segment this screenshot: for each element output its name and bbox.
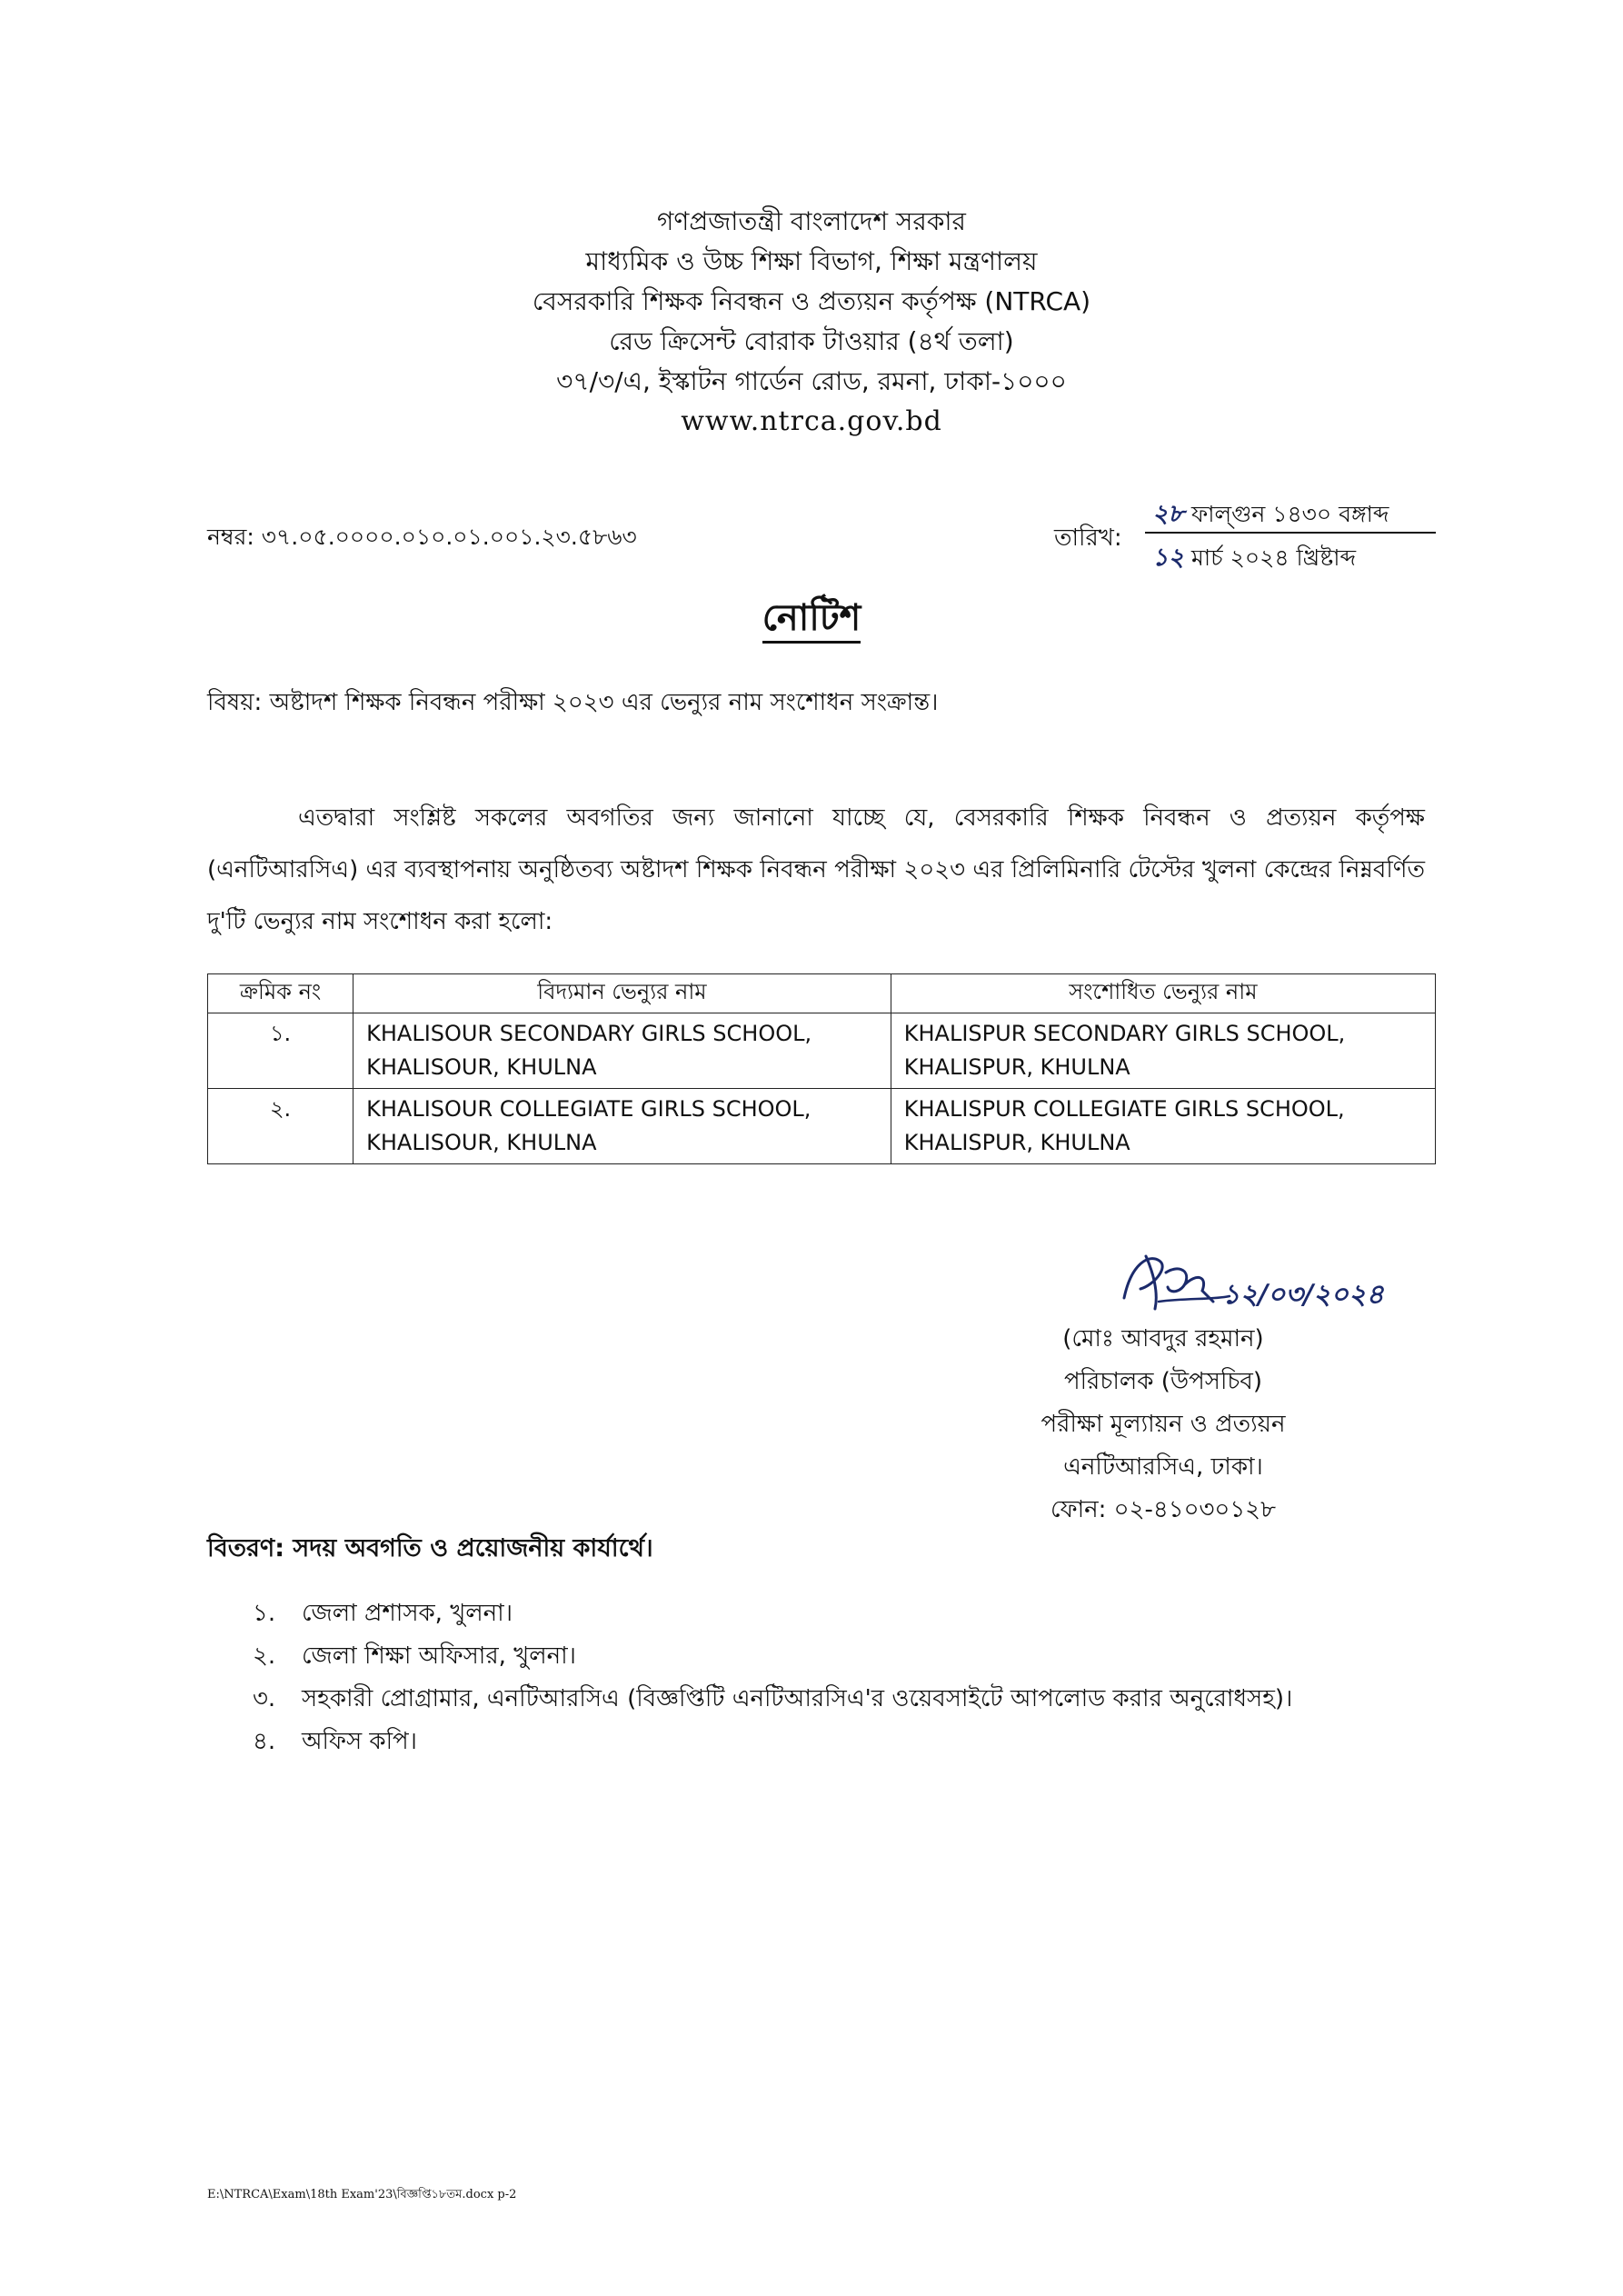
date-label: তারিখ: [1054, 524, 1122, 552]
date-english [1152, 539, 1356, 580]
existing-venue-line1: KHALISOUR SECONDARY GIRLS SCHOOL, [366, 1021, 812, 1046]
signatory-section: পরীক্ষা মূল্যায়ন ও প্রত্যয়ন [1041, 1411, 1286, 1438]
list-item [253, 1635, 1292, 1678]
handwritten-signature [1113, 1245, 1404, 1323]
date-block [1054, 495, 1436, 577]
signatory-phone: ফোন: ০২-৪১০৩০১২৮ [1050, 1496, 1276, 1523]
row-serial: ২. [208, 1089, 353, 1164]
header-serial: ক্রমিক নং [208, 974, 353, 1013]
letterhead-building: রেড ক্রিসেন্ট বোরাক টাওয়ার (৪র্থ তলা) [609, 326, 1014, 356]
row-serial: ১. [208, 1013, 353, 1089]
signatory-office: এনটিআরসিএ, ঢাকা। [1063, 1453, 1263, 1481]
list-item-number: ৩. [253, 1685, 276, 1712]
list-item-number: ১. [253, 1600, 276, 1627]
existing-venue-line2: KHALISOUR, KHULNA [366, 1054, 597, 1080]
footer-file-path: E:\NTRCA\Exam\18th Exam'23\বিজ্ঞপ্তি১৮তম.docx p-2 [207, 2188, 517, 2201]
notice-title-text: নোটিশ [762, 597, 861, 644]
signatory-designation: পরিচালক (উপসচিব) [1063, 1368, 1263, 1395]
list-item-number: ৪. [253, 1728, 276, 1755]
corrected-venue-line2: KHALISPUR, KHULNA [903, 1130, 1130, 1155]
signature-date: ১২/০৩/২০২৪ [1222, 1279, 1384, 1311]
corrected-venue-line1: KHALISPUR COLLEGIATE GIRLS SCHOOL, [903, 1096, 1345, 1122]
body-text: এতদ্বারা সংশ্লিষ্ট সকলের অবগতির জন্য জানানো যাচ্ছে যে, বেসরকারি শিক্ষক নিবন্ধন ও প্রত্যয়ন কর্তৃপক্ষ (এনটিআরসিএ) এর ব্যবস্থাপনায় অনুষ্ঠিতব্য অষ্টাদশ শিক্ষক নিবন্ধন পরীক্ষা ২০২৩ এর প্রিলিমিনারি টেস্টের খুলনা কেন্দ্রের নিম্নবর্ণিত দু'টি ভেন্যুর নাম সংশোধন করা হলো: [207, 804, 1425, 935]
signatory-block [909, 1318, 1418, 1532]
existing-venue-cell [353, 1089, 891, 1164]
letterhead-authority: বেসরকারি শিক্ষক নিবন্ধন ও প্রত্যয়ন কর্তৃপক্ষ (NTRCA) [532, 286, 1091, 316]
distribution-list [253, 1592, 1292, 1763]
list-item-text: সহকারী প্রোগ্রামার, এনটিআরসিএ (বিজ্ঞপ্তিটি এনটিআরসিএ'র ওয়েবসাইটে আপলোড করার অনুরোধসহ)। [302, 1685, 1293, 1712]
letterhead-government: গণপ্রজাতন্ত্রী বাংলাদেশ সরকার [657, 206, 966, 236]
table-header-row [208, 974, 1436, 1013]
list-item [253, 1721, 1292, 1763]
signatory-name: (মোঃ আবদুর রহমান) [1062, 1325, 1264, 1353]
corrected-venue-line1: KHALISPUR SECONDARY GIRLS SCHOOL, [903, 1021, 1346, 1046]
list-item [253, 1592, 1292, 1635]
existing-venue-line2: KHALISOUR, KHULNA [366, 1130, 597, 1155]
date-bangla-day: ২৮ [1152, 500, 1185, 528]
letterhead-address: ৩৭/৩/এ, ইস্কাটন গার্ডেন রোড, রমনা, ঢাকা-১০০০ [556, 366, 1067, 396]
existing-venue-cell [353, 1013, 891, 1089]
corrected-venue-line2: KHALISPUR, KHULNA [903, 1054, 1130, 1080]
date-bangla [1152, 495, 1389, 536]
date-divider [1145, 532, 1436, 534]
subject-line: বিষয়: অষ্টাদশ শিক্ষক নিবন্ধন পরীক্ষা ২০২৩ এর ভেন্যুর নাম সংশোধন সংক্রান্ত। [207, 689, 939, 716]
notice-title [0, 589, 1623, 650]
memo-number: নম্বর: ৩৭.০৫.০০০০.০১০.০১.০০১.২৩.৫৮৬৩ [207, 524, 637, 550]
table-row [208, 1089, 1436, 1164]
header-corrected-venue: সংশোধিত ভেন্যুর নাম [891, 974, 1435, 1013]
list-item [253, 1678, 1292, 1721]
existing-venue-line1: KHALISOUR COLLEGIATE GIRLS SCHOOL, [366, 1096, 812, 1122]
letterhead-ministry: মাধ্যমিক ও উচ্চ শিক্ষা বিভাগ, শিক্ষা মন্ত্রণালয় [585, 246, 1038, 276]
venue-correction-table [207, 973, 1436, 1164]
letterhead-website: www.ntrca.gov.bd [681, 405, 942, 437]
corrected-venue-cell [891, 1013, 1435, 1089]
date-english-day: ১২ [1152, 544, 1185, 572]
list-item-text: জেলা শিক্ষা অফিসার, খুলনা। [302, 1642, 576, 1670]
body-paragraph [207, 793, 1425, 948]
header-existing-venue: বিদ্যমান ভেন্যুর নাম [353, 974, 891, 1013]
list-item-text: অফিস কপি। [302, 1728, 417, 1755]
table-row [208, 1013, 1436, 1089]
list-item-number: ২. [253, 1642, 276, 1670]
date-english-rest: মার্চ ২০২৪ খ্রিষ্টাব্দ [1191, 544, 1357, 571]
list-item-text: জেলা প্রশাসক, খুলনা। [302, 1600, 513, 1627]
corrected-venue-cell [891, 1089, 1435, 1164]
date-bangla-rest: ফাল্গুন ১৪৩০ বঙ্গাব্দ [1191, 501, 1389, 527]
distribution-title: বিতরণ: সদয় অবগতি ও প্রয়োজনীয় কার্যার্থে। [207, 1534, 653, 1562]
letterhead [0, 202, 1623, 442]
